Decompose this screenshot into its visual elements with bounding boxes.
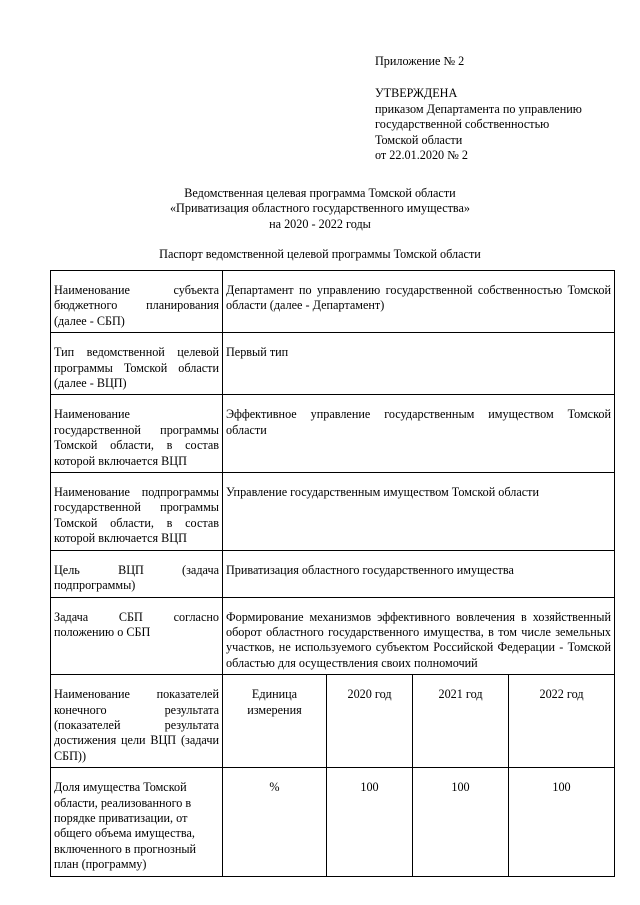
indicator-value: 100 xyxy=(413,768,509,876)
indicator-value: 100 xyxy=(327,768,413,876)
table-row xyxy=(51,271,615,333)
row-value: Эффективное управление государственным имуществом Томской области xyxy=(223,395,615,473)
table-row xyxy=(51,597,615,675)
indicator-label: Доля имущества Томской области, реализованного в порядке приватизации, от общего объема имущества, включенного в прогнозный план (программу) xyxy=(51,768,223,876)
row-value: Департамент по управлению государственной собственностью Томской области (далее - Департамент) xyxy=(223,271,615,333)
indicator-row xyxy=(51,768,615,876)
row-value: Приватизация областного государственного имущества xyxy=(223,550,615,597)
table-row xyxy=(51,395,615,473)
row-value: Первый тип xyxy=(223,333,615,395)
row-label: Наименование субъекта бюджетного планирования (далее - СБП) xyxy=(51,271,223,333)
approval-line: государственной собственностью xyxy=(375,117,550,132)
indicator-unit: % xyxy=(223,768,327,876)
indicators-header-label: Наименование показателей конечного результата (показателей результата достижения цели ВЦП (задачи СБП)) xyxy=(51,675,223,768)
approval-line: приказом Департамента по управлению xyxy=(375,101,582,116)
approval-date: от 22.01.2020 № 2 xyxy=(375,148,468,163)
indicators-header-row xyxy=(51,675,615,768)
year-header: 2022 год xyxy=(509,675,615,768)
row-label: Наименование государственной программы Томской области, в состав которой включается ВЦП xyxy=(51,395,223,473)
passport-title: Паспорт ведомственной целевой программы Томской области xyxy=(159,247,481,261)
program-title xyxy=(0,186,640,232)
approval-block xyxy=(375,54,625,163)
row-label: Цель ВЦП (задача подпрограммы) xyxy=(51,550,223,597)
program-title-line: «Приватизация областного государственного имущества» xyxy=(169,201,471,216)
approved-stamp: УТВЕРЖДЕНА xyxy=(375,86,458,101)
row-label: Задача СБП согласно положению о СБП xyxy=(51,597,223,675)
unit-header: Единица измерения xyxy=(223,675,327,768)
program-title-line: Ведомственная целевая программа Томской области xyxy=(184,186,456,200)
program-period: на 2020 - 2022 годы xyxy=(269,216,371,231)
appendix-number: Приложение № 2 xyxy=(375,54,465,68)
passport-table xyxy=(50,270,615,877)
indicator-value: 100 xyxy=(509,768,615,876)
table-row xyxy=(51,473,615,551)
year-header: 2021 год xyxy=(413,675,509,768)
table-row xyxy=(51,333,615,395)
row-label: Наименование подпрограммы государственной программы Томской области, в состав которой включается ВЦП xyxy=(51,473,223,551)
row-value: Формирование механизмов эффективного вовлечения в хозяйственный оборот областного государственного имущества, в том числе земельных участков, не используемого субъектом Российской Федерации - Томской областью для осуществления своих полномочий xyxy=(223,597,615,675)
approval-line: Томской области xyxy=(375,132,463,147)
year-header: 2020 год xyxy=(327,675,413,768)
row-value: Управление государственным имуществом Томской области xyxy=(223,473,615,551)
row-label: Тип ведомственной целевой программы Томской области (далее - ВЦП) xyxy=(51,333,223,395)
table-row xyxy=(51,550,615,597)
